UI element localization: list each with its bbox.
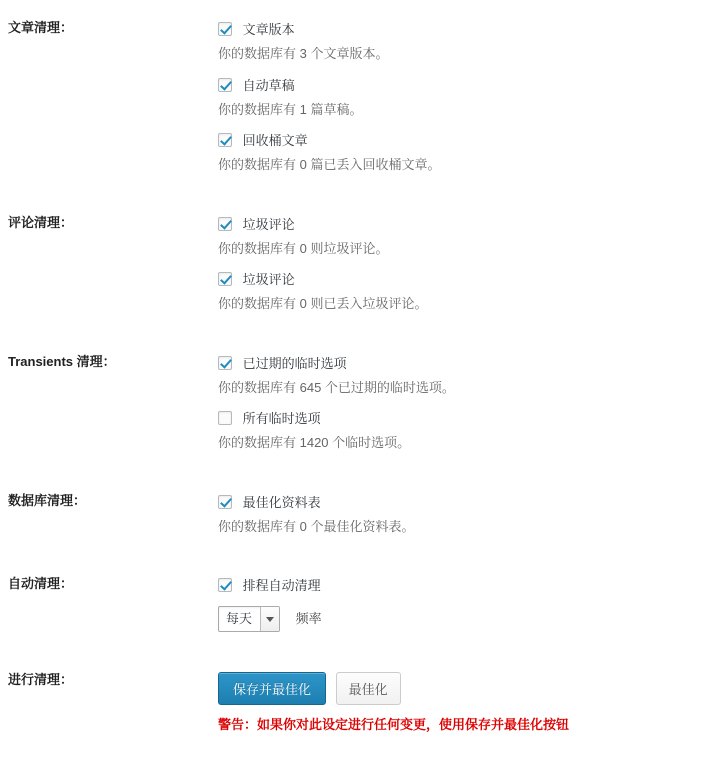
section-label-transients: Transients 清理： bbox=[8, 353, 116, 369]
option-description: 你的数据库有 1420 个临时选项。 bbox=[218, 435, 411, 450]
option-optimize-tables[interactable] bbox=[218, 493, 694, 513]
option-description: 你的数据库有 645 个已过期的临时选项。 bbox=[218, 379, 455, 395]
section-row-actions bbox=[0, 652, 704, 767]
section-label-database: 数据库清理： bbox=[8, 492, 87, 508]
checkbox-all-transients[interactable] bbox=[218, 411, 232, 425]
section-options-transients bbox=[218, 334, 704, 473]
section-actions bbox=[218, 652, 704, 767]
option-trashed-posts[interactable] bbox=[218, 131, 694, 151]
option-description: 你的数据库有 0 篇已丢入回收桶文章。 bbox=[218, 157, 441, 172]
option-label: 最佳化资料表 bbox=[242, 494, 321, 510]
option-label: 垃圾评论 bbox=[242, 272, 295, 287]
section-label-auto-clean: 自动清理： bbox=[8, 576, 74, 591]
checkbox-optimize-tables[interactable] bbox=[218, 495, 232, 509]
option-schedule-auto-clean[interactable] bbox=[218, 576, 694, 596]
frequency-row bbox=[218, 606, 694, 632]
section-label-comments: 评论清理： bbox=[8, 214, 74, 230]
option-label: 自动草稿 bbox=[242, 77, 295, 93]
checkbox-trashed-posts[interactable] bbox=[218, 133, 232, 147]
section-row-posts bbox=[0, 0, 704, 195]
option-description: 你的数据库有 3 个文章版本。 bbox=[218, 46, 389, 61]
section-options-database bbox=[218, 473, 704, 557]
option-label: 回收桶文章 bbox=[242, 133, 308, 148]
checkbox-spam-comments[interactable] bbox=[218, 217, 232, 231]
option-label: 所有临时选项 bbox=[242, 411, 321, 426]
section-row-auto-clean bbox=[0, 556, 704, 652]
option-description: 你的数据库有 0 个最佳化资料表。 bbox=[218, 518, 415, 534]
section-label-posts: 文章清理： bbox=[8, 20, 74, 35]
option-label: 文章版本 bbox=[242, 22, 295, 37]
option-all-transients[interactable] bbox=[218, 409, 694, 429]
checkbox-auto-drafts[interactable] bbox=[218, 78, 232, 92]
warning-text: 警告：如果你对此设定进行任何变更，使用保存并最佳化按钮 bbox=[218, 717, 570, 732]
section-row-comments bbox=[0, 195, 704, 334]
section-label-actions: 进行清理： bbox=[8, 672, 74, 687]
option-label: 垃圾评论 bbox=[242, 216, 295, 232]
option-description: 你的数据库有 0 则已丢入垃圾评论。 bbox=[218, 296, 428, 311]
checkbox-post-revisions[interactable] bbox=[218, 22, 232, 36]
section-row-transients bbox=[0, 334, 704, 473]
option-spam-comments[interactable] bbox=[218, 215, 694, 235]
section-row-database bbox=[0, 473, 704, 557]
option-label: 已过期的临时选项 bbox=[242, 355, 347, 371]
checkbox-schedule-auto-clean[interactable] bbox=[218, 578, 232, 592]
frequency-select-wrapper[interactable] bbox=[218, 606, 280, 632]
frequency-select[interactable] bbox=[218, 606, 280, 632]
checkbox-expired-transients[interactable] bbox=[218, 356, 232, 370]
option-trashed-comments[interactable] bbox=[218, 270, 694, 290]
frequency-suffix-label: 频率 bbox=[295, 610, 322, 626]
option-expired-transients[interactable] bbox=[218, 354, 694, 374]
section-options-posts bbox=[218, 0, 704, 195]
checkbox-trashed-comments[interactable] bbox=[218, 272, 232, 286]
section-options-auto-clean bbox=[218, 556, 704, 652]
option-label: 排程自动清理 bbox=[242, 578, 321, 593]
option-post-revisions[interactable] bbox=[218, 20, 694, 40]
option-description: 你的数据库有 1 篇草稿。 bbox=[218, 101, 363, 117]
optimize-button[interactable]: 最佳化 bbox=[336, 672, 401, 705]
option-description: 你的数据库有 0 则垃圾评论。 bbox=[218, 240, 389, 256]
option-auto-drafts[interactable] bbox=[218, 76, 694, 96]
section-options-comments bbox=[218, 195, 704, 334]
save-and-optimize-button[interactable]: 保存并最佳化 bbox=[218, 672, 326, 705]
